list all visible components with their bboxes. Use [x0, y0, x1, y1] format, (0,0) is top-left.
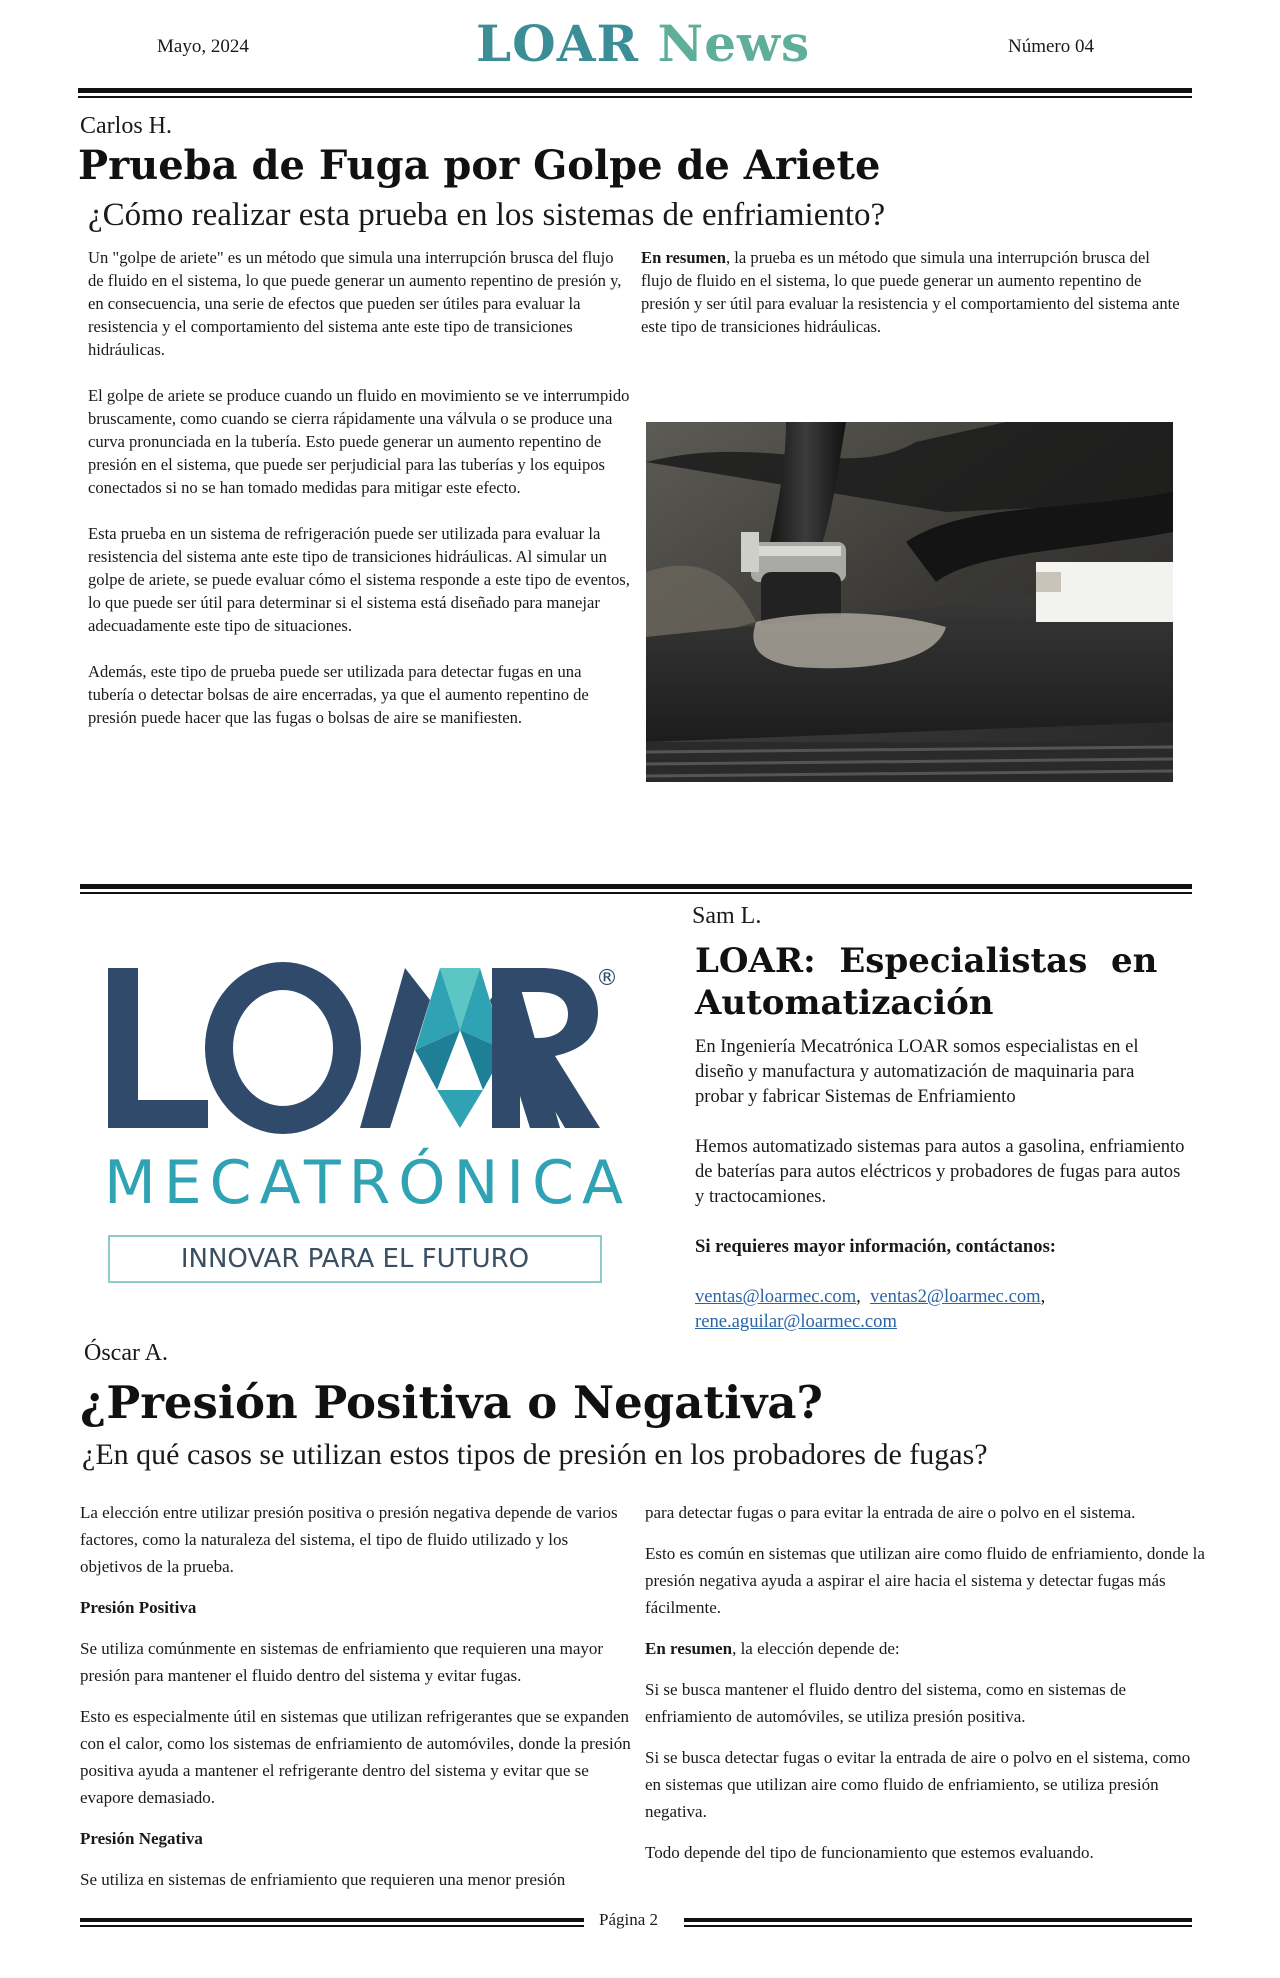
email-link-ventas[interactable]: ventas@loarmec.com [695, 1286, 857, 1307]
article3-right-column [645, 1499, 1205, 1880]
article3-paragraph: Todo depende del tipo de funcionamiento que estemos evaluando. [645, 1843, 1094, 1862]
masthead-rule-thin [78, 96, 1192, 98]
issue-date: Mayo, 2024 [157, 36, 249, 57]
article1-summary [641, 246, 1181, 338]
article3-paragraph: La elección entre utilizar presión positiva o presión negativa depende de varios factores, como la naturaleza del sistema, el tipo de fluido utilizado y los objetivos de la prueba. [80, 1503, 618, 1576]
email-link-rene[interactable]: rene.aguilar@loarmec.com [695, 1311, 897, 1332]
article2-title-line1: LOAR: Especialistas en [695, 941, 1158, 981]
article1-author: Carlos H. [80, 113, 172, 139]
article3-subtitle: ¿En qué casos se utilizan estos tipos de presión en los probadores de fugas? [82, 1438, 988, 1471]
summary-lead: En resumen [645, 1639, 733, 1658]
article3-summary [645, 1635, 1205, 1662]
page-number: Página 2 [599, 1910, 659, 1929]
article3-paragraph: Esto es común en sistemas que utilizan aire como fluido de enfriamiento, donde la presión negativa ayuda a aspirar el aire hacia el sistema y detectar fugas más fácilmente. [645, 1544, 1205, 1617]
article1-paragraph: Esta prueba en un sistema de refrigeración puede ser utilizada para evaluar la resistencia del sistema ante este tipo de transiciones hidráulicas. Al simular un golpe de ariete, se puede evaluar cómo el sistema responde a este tipo de eventos, lo que puede ser útil para determinar si el sistema está diseñado para manejar adecuadamente este tipo de situaciones. [88, 524, 630, 635]
article2-title [695, 940, 1195, 1024]
radiator-hose-photo [646, 422, 1173, 782]
masthead-rule [78, 88, 1192, 93]
radiator-hose-image [646, 422, 1173, 782]
section-rule-thin [80, 892, 1192, 894]
heading-presion-positiva: Presión Positiva [80, 1598, 197, 1617]
logo-tagline: INNOVAR PARA EL FUTURO [108, 1235, 602, 1283]
summary-text: , la prueba es un método que simula una interrupción brusca del flujo de fluido en el sistema, lo que puede generar un aumento repentino de presión y ser útil para evaluar la resistencia y el comportamiento del sistema ante este tipo de transiciones hidráulicas. [641, 248, 1180, 336]
footer-rule-right-thin [684, 1925, 1192, 1927]
article3-paragraph: Si se busca detectar fugas o evitar la entrada de aire o polvo en el sistema, como en sistemas que utilizan aire como fluido de enfriamiento, se utiliza presión negativa. [645, 1748, 1191, 1821]
masthead-title-loar: LOAR [476, 14, 640, 73]
issue-number: Número 04 [1008, 36, 1095, 57]
article1-subtitle: ¿Cómo realizar esta prueba en los sistemas de enfriamiento? [88, 197, 886, 233]
masthead-title-news: News [657, 14, 811, 73]
article2-paragraph: En Ingeniería Mecatrónica LOAR somos especialistas en el diseño y manufactura y automatización de maquinaria para probar y fabricar Sistemas de Enfriamiento [695, 1036, 1139, 1107]
article2-paragraph: Hemos automatizado sistemas para autos a gasolina, enfriamiento de baterías para autos eléctricos y probadores de fugas para autos y tractocamiones. [695, 1136, 1185, 1207]
logo-brand-line: MECATRÓNICA [104, 1148, 632, 1218]
registered-mark: ® [596, 966, 618, 991]
article2-cta: Si requieres mayor información, contáctanos: [695, 1236, 1056, 1257]
email-separator: , [856, 1286, 861, 1307]
masthead-title [476, 14, 810, 73]
article3-paragraph: Se utiliza en sistemas de enfriamiento que requieren una menor presión [80, 1870, 566, 1889]
email-separator: , [1040, 1286, 1046, 1307]
article1-title: Prueba de Fuga por Golpe de Ariete [78, 142, 881, 189]
summary-text: , la elección depende de: [732, 1639, 900, 1658]
article3-paragraph: para detectar fugas o para evitar la entrada de aire o polvo en el sistema. [645, 1503, 1136, 1522]
summary-lead: En resumen [641, 248, 726, 267]
loar-logo [100, 960, 630, 1300]
article2-author: Sam L. [692, 903, 762, 929]
article2-body [695, 1034, 1185, 1334]
article2-title-line2: Automatización [695, 983, 994, 1023]
section-rule [80, 884, 1192, 889]
contact-emails [695, 1284, 1185, 1334]
footer-rule-right [684, 1918, 1192, 1922]
article1-paragraph: Un "golpe de ariete" es un método que simula una interrupción brusca del flujo de fluido en el sistema, lo que puede generar un aumento repentino de presión y, en consecuencia, una serie de efectos que pueden ser útiles para evaluar la resistencia y el comportamiento del sistema ante este tipo de transiciones hidráulicas. [88, 248, 622, 359]
email-link-ventas2[interactable]: ventas2@loarmec.com [870, 1286, 1041, 1307]
article3-paragraph: Si se busca mantener el fluido dentro del sistema, como en sistemas de enfriamiento de automóviles, se utiliza presión positiva. [645, 1680, 1127, 1726]
article3-title: ¿Presión Positiva o Negativa? [80, 1376, 823, 1429]
article1-right-column [641, 246, 1181, 361]
footer-rule-left [80, 1918, 584, 1922]
heading-presion-negativa: Presión Negativa [80, 1829, 203, 1848]
article3-left-column [80, 1499, 632, 1907]
article1-paragraph: Además, este tipo de prueba puede ser utilizada para detectar fugas en una tubería o detectar bolsas de aire encerradas, ya que el aumento repentino de presión puede hacer que las fugas o bolsas de aire se manifiesten. [88, 662, 589, 727]
article1-paragraph: El golpe de ariete se produce cuando un fluido en movimiento se ve interrumpido bruscamente, como cuando se cierra rápidamente una válvula o se produce una curva pronunciada en la tubería. Esto puede generar un aumento repentino de presión en el sistema, que puede ser perjudicial para las tuberías y los equipos conectados si no se han tomado medidas para mitigar este efecto. [88, 386, 630, 497]
article3-paragraph: Se utiliza comúnmente en sistemas de enfriamiento que requieren una mayor presión para mantener el fluido dentro del sistema y evitar fugas. [80, 1639, 604, 1685]
article3-author: Óscar A. [84, 1340, 168, 1366]
footer-rule-left-thin [80, 1925, 584, 1927]
article1-left-column [88, 246, 630, 752]
article3-paragraph: Esto es especialmente útil en sistemas que utilizan refrigerantes que se expanden con el calor, como los sistemas de enfriamiento de automóviles, donde la presión positiva ayuda a mantener el refrigerante dentro del sistema y evitar que se evapore demasiado. [80, 1707, 631, 1807]
